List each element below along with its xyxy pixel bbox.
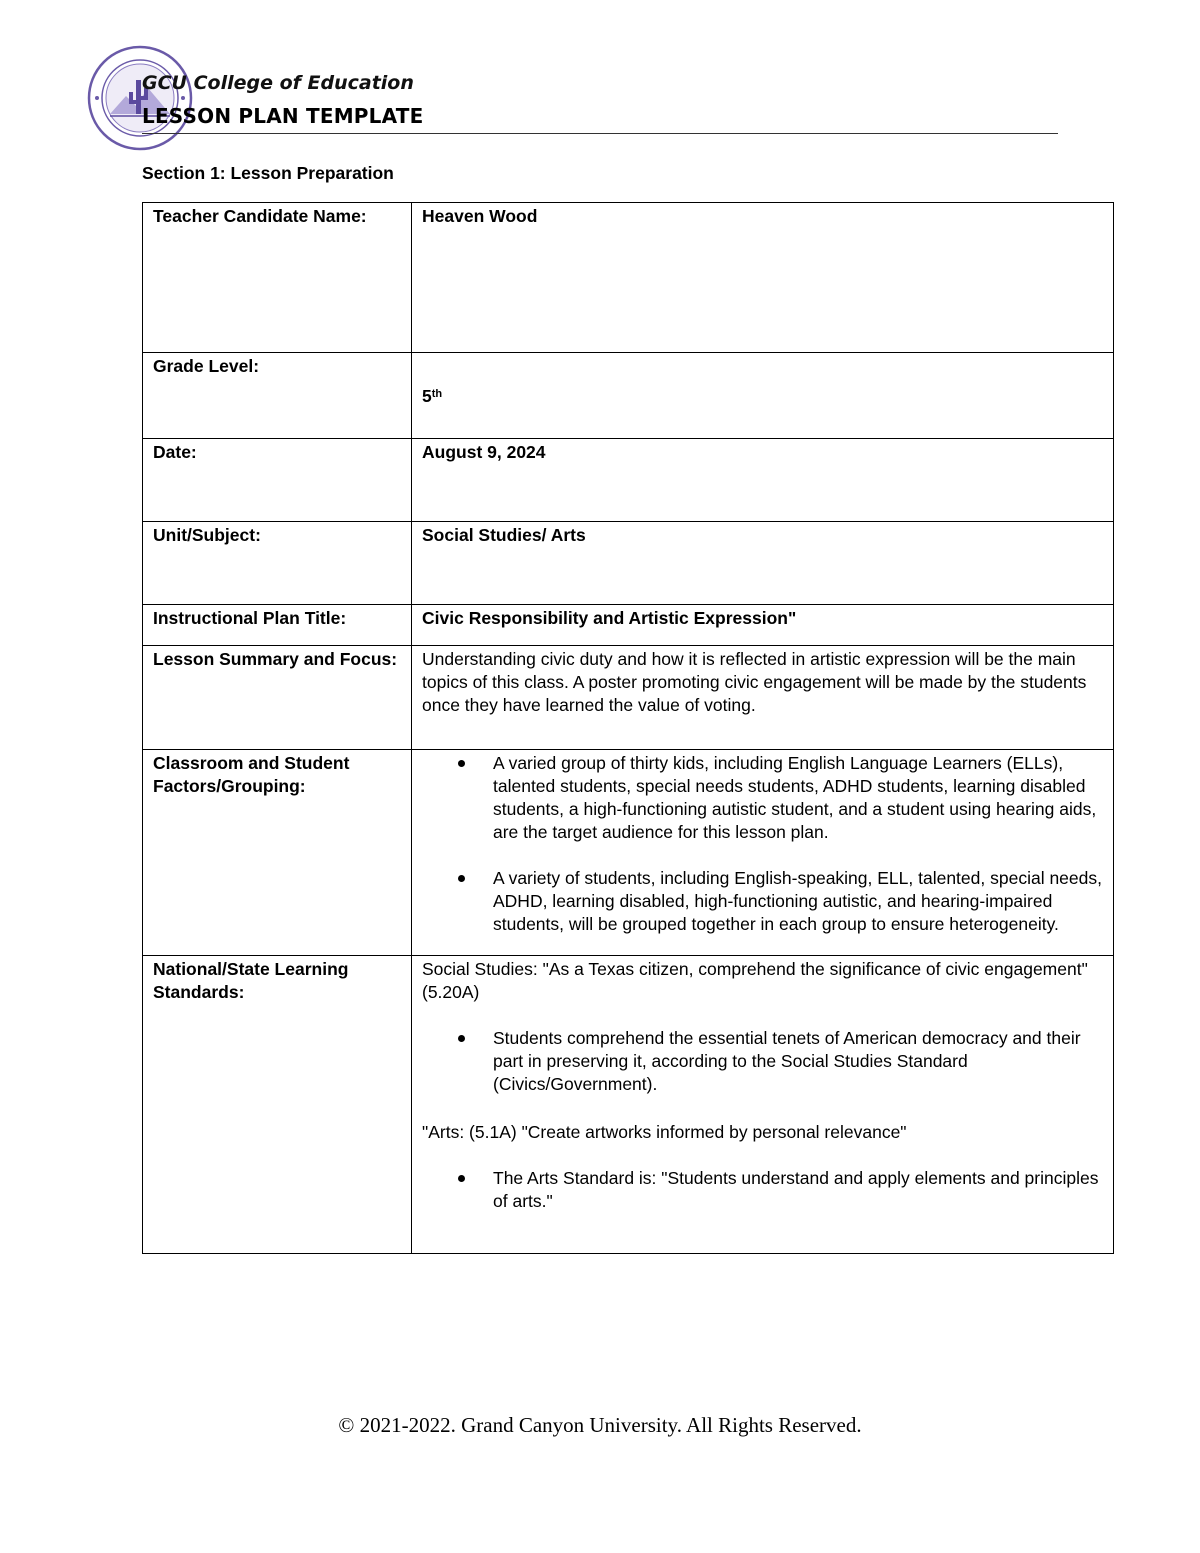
unit-label: Unit/Subject: [143, 522, 412, 605]
copyright-footer: © 2021-2022. Grand Canyon University. All Rights Reserved. [338, 1413, 862, 1437]
summary-label: Lesson Summary and Focus: [143, 646, 412, 750]
section-heading: Section 1: Lesson Preparation [142, 163, 394, 183]
social-studies-bullets [422, 1027, 1103, 1096]
list-item [422, 867, 1103, 936]
list-item [422, 1027, 1103, 1096]
social-studies-standard: Social Studies: "As a Texas citizen, comprehend the significance of civic engagement" (5.20A) [422, 959, 1088, 1002]
grade-cell [412, 353, 1114, 439]
summary-value: Understanding civic duty and how it is reflected in artistic expression will be the main topics of this class. A poster promoting civic engagement will be made by the students once they have learned the value of voting. [412, 646, 1114, 750]
bullet-text: A varied group of thirty kids, including English Language Learners (ELLs), talented students, special needs students, ADHD students, learning disabled students, a high-functioning autistic student, and a student using hearing aids, are the target audience for this lesson plan. [493, 753, 1097, 842]
table-row [143, 605, 1114, 646]
bullet-icon [458, 1035, 465, 1042]
arts-standard: "Arts: (5.1A) "Create artworks informed by personal relevance" [422, 1122, 907, 1142]
plan-title-label: Instructional Plan Title: [143, 605, 412, 646]
arts-bullets [422, 1167, 1103, 1213]
classroom-value [412, 750, 1114, 956]
grade-suffix: th [431, 388, 443, 400]
grade-value: 5 [422, 386, 432, 406]
bullet-icon [458, 875, 465, 882]
teacher-value: Heaven Wood [412, 203, 1114, 353]
grade-label: Grade Level: [143, 353, 412, 439]
bullet-icon [458, 760, 465, 767]
unit-value: Social Studies/ Arts [412, 522, 1114, 605]
bullet-icon [458, 1175, 465, 1182]
university-seal-icon [86, 44, 194, 152]
table-row [143, 750, 1114, 956]
bullet-text: The Arts Standard is: "Students understand and apply elements and principles of arts." [493, 1168, 1099, 1211]
bullet-text: Students comprehend the essential tenets of American democracy and their part in preserving it, according to the Social Studies Standard (Civics/Government). [493, 1028, 1081, 1094]
classroom-label: Classroom and Student Factors/Grouping: [143, 750, 412, 956]
college-name: GCU College of Education [142, 72, 414, 94]
table-row [143, 353, 1114, 439]
table-row [143, 956, 1114, 1254]
date-value: August 9, 2024 [412, 439, 1114, 522]
table-row [143, 203, 1114, 353]
lesson-plan-table [142, 202, 1114, 1254]
bullet-text: A variety of students, including English-speaking, ELL, talented, special needs, ADHD, learning disabled, high-functioning autistic, and hearing-impaired students, will be grouped together in each group to ensure heterogeneity. [493, 868, 1102, 934]
plan-title-value: Civic Responsibility and Artistic Expression" [412, 605, 1114, 646]
teacher-label: Teacher Candidate Name: [143, 203, 412, 353]
date-label: Date: [143, 439, 412, 522]
table-row [143, 439, 1114, 522]
header-divider [142, 133, 1058, 134]
template-title: LESSON PLAN TEMPLATE [142, 104, 424, 128]
list-item [422, 752, 1103, 844]
table-row [143, 522, 1114, 605]
classroom-bullets [422, 752, 1103, 936]
standards-value [412, 956, 1114, 1254]
table-row [143, 646, 1114, 750]
list-item [422, 1167, 1103, 1213]
standards-label: National/State Learning Standards: [143, 956, 412, 1254]
